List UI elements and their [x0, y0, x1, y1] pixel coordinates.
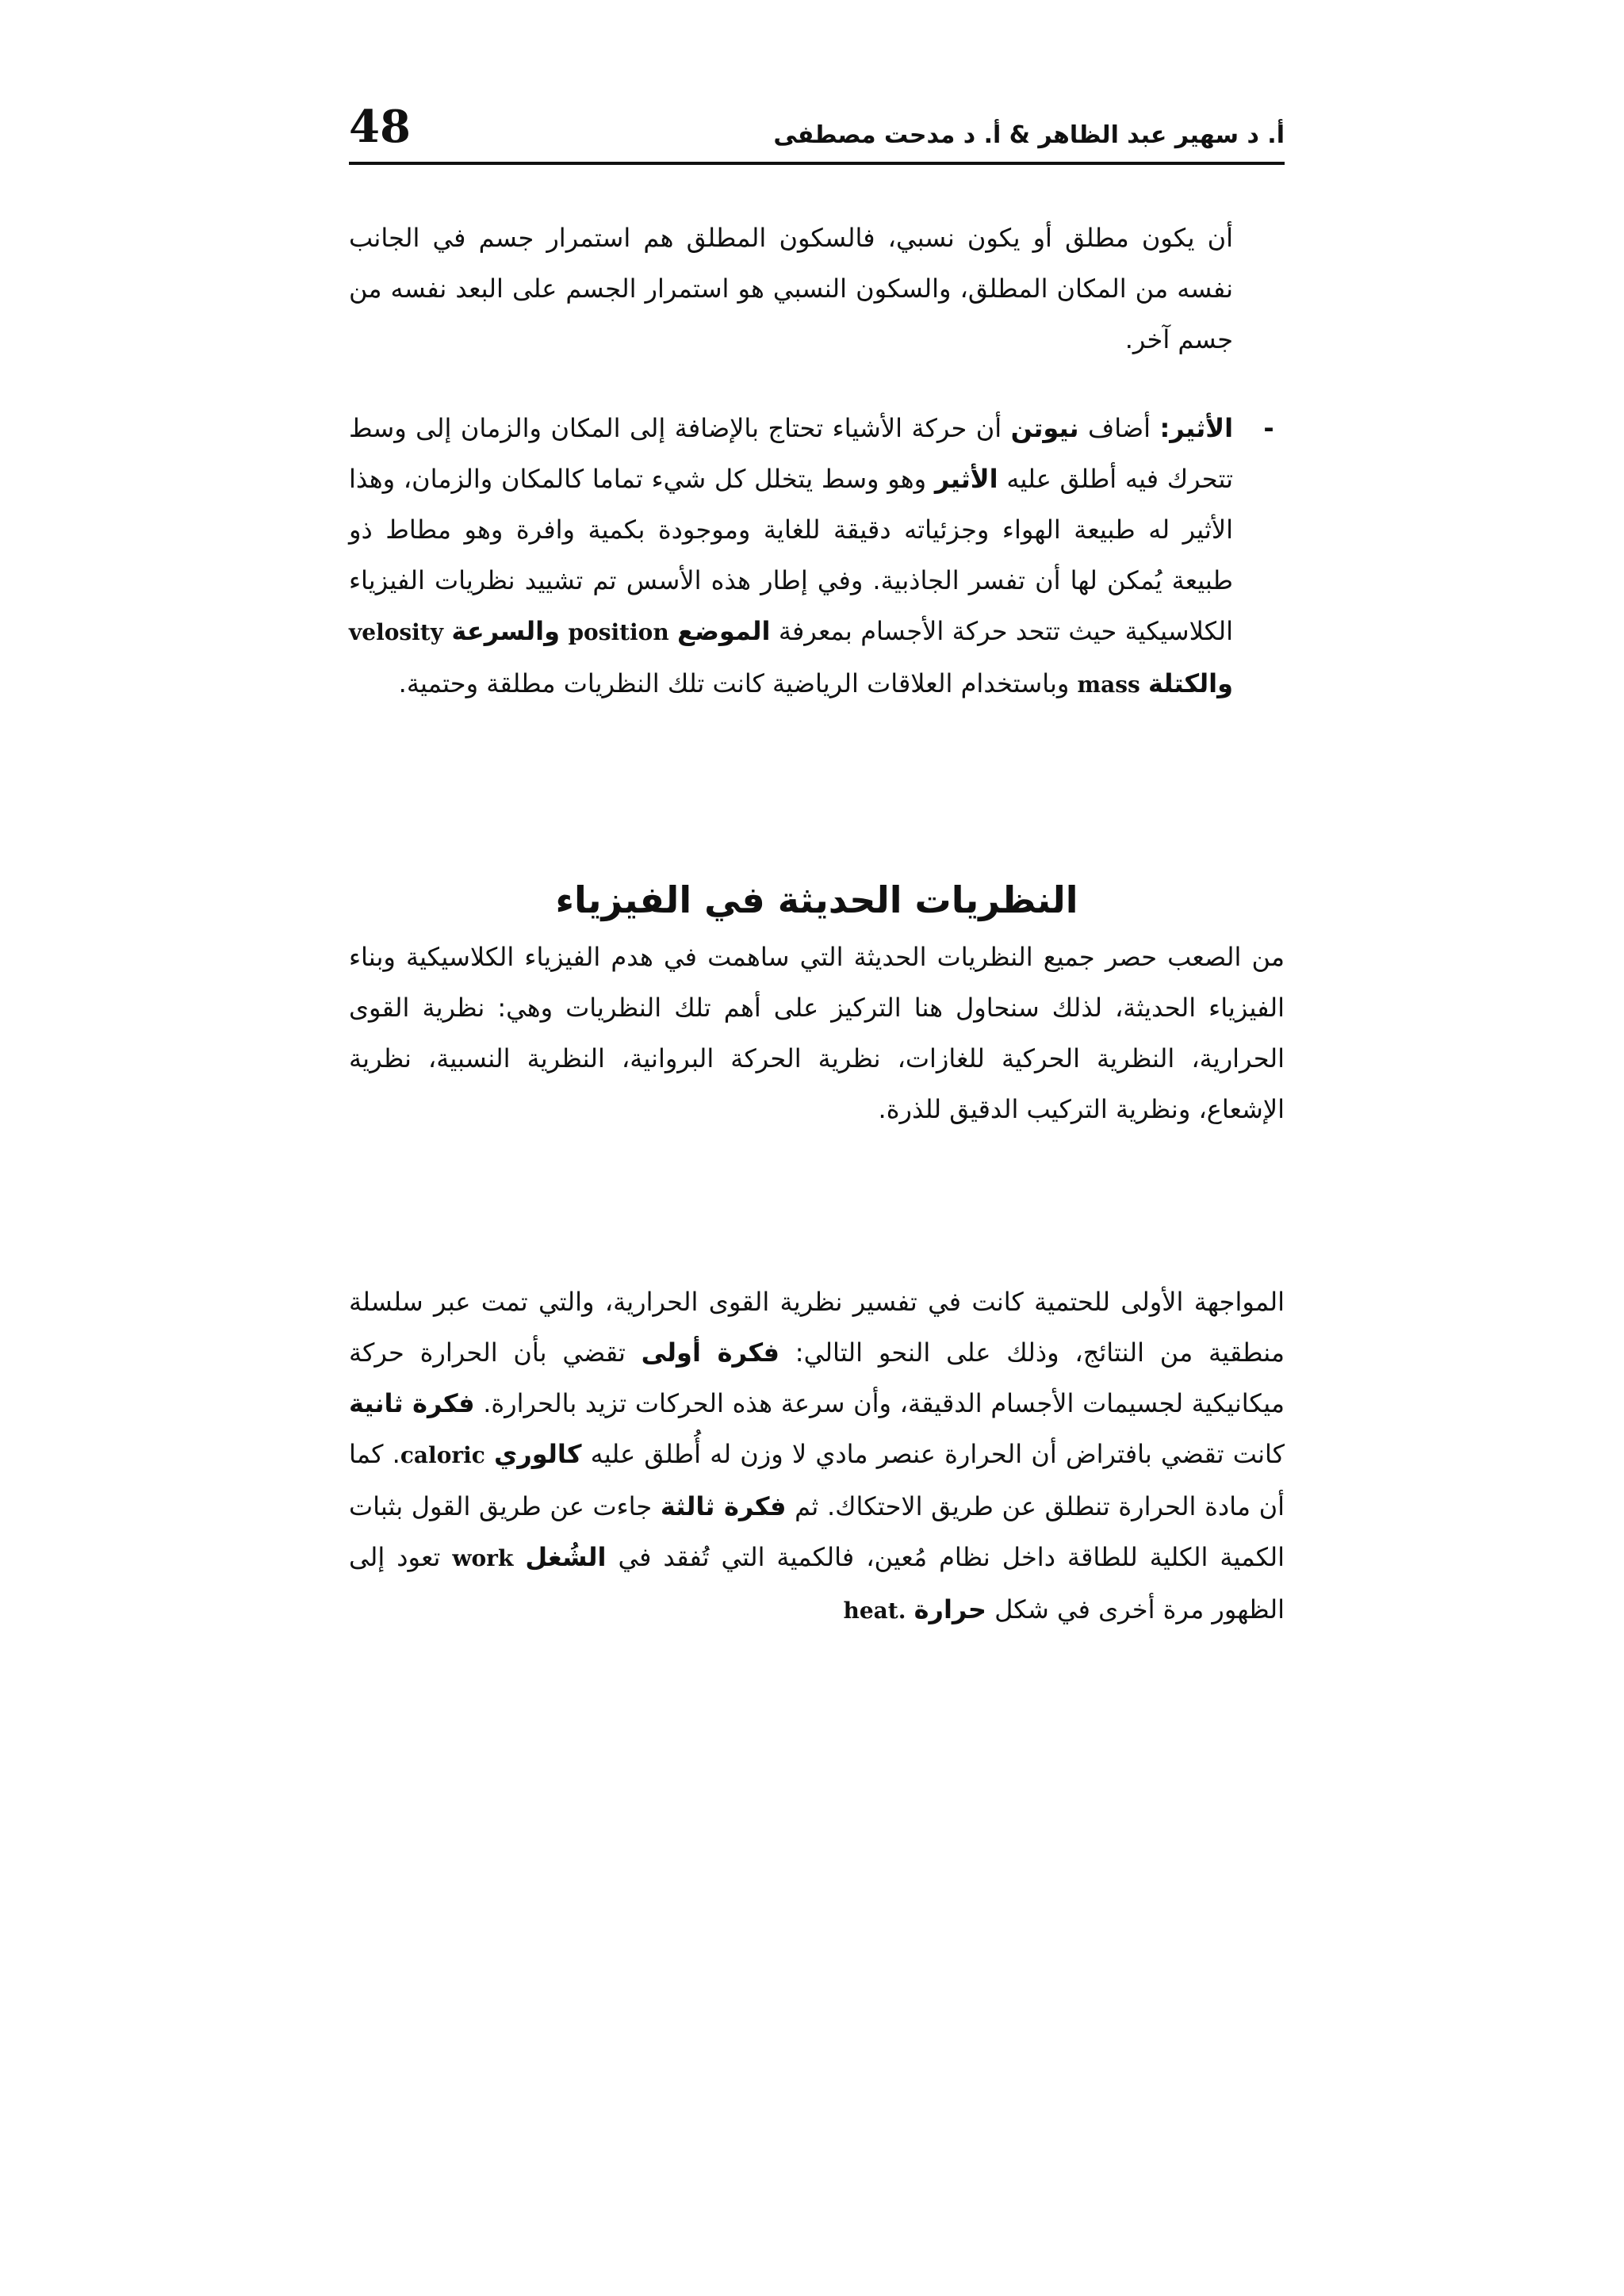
text-segment: تعود إلى الظهور مرة أخرى في شكل [349, 1542, 1285, 1624]
name-newton: نيوتن [1010, 413, 1079, 443]
term-work-ar: الشُغل [525, 1542, 607, 1572]
term-position-ar: الموضع [677, 616, 771, 646]
term-position-en: position [568, 619, 669, 645]
term-caloric-ar: كالوري [494, 1439, 582, 1469]
term-heat-ar: حرارة [914, 1594, 986, 1624]
term-ether: الأثير: [1159, 413, 1234, 443]
term-velocity-ar: والسرعة [451, 616, 561, 646]
text-segment: . كما أن مادة الحرارة تنطلق عن طريق الاحتكاك. ثم [349, 1439, 1285, 1521]
term-work-en: work [452, 1545, 514, 1571]
paragraph-rest-absolute: أن يكون مطلق أو يكون نسبي، فالسكون المطلق هم استمرار جسم في الجانب نفسه من المكان المطلق، والسكون النسبي هو استمرار الجسم على البعد نفسه من جسم آخر. [349, 223, 1233, 354]
running-head-authors: أ. د سهير عبد الظاهر & أ. د مدحت مصطفى [773, 121, 1285, 149]
text-segment: أضاف [1088, 413, 1151, 443]
text-segment: أن حركة الأشياء تحتاج بالإضافة إلى المكان والزمان إلى وسط تتحرك فيه أطلق عليه [349, 413, 1234, 494]
term-idea-1: فكرة أولى [641, 1337, 780, 1368]
term-mass-ar: والكتلة [1147, 668, 1233, 698]
term-idea-2: فكرة ثانية [349, 1388, 475, 1418]
text-segment: كانت تقضي بافتراض أن الحرارة عنصر مادي لا وزن له أُطلق عليه [590, 1439, 1285, 1469]
page-number: 48 [349, 101, 411, 153]
paragraph-modern-theories: من الصعب حصر جميع النظريات الحديثة التي ساهمت في هدم الفيزياء الكلاسيكية وبناء الفيزياء الحديثة، لذلك سنحاول هنا التركيز على أهم تلك النظريات وهي: نظرية القوى الحرارية، النظرية الحركية للغازات، نظرية الحركة البروانية، النظرية النسبية، نظرية الإشعاع، ونظرية التركيب الدقيق للذرة. [349, 942, 1285, 1124]
term-velocity-en: velosity [349, 619, 443, 645]
text-segment: وباستخدام العلاقات الرياضية كانت تلك النظريات مطلقة وحتمية. [398, 668, 1070, 698]
paragraph-ether [349, 403, 1233, 710]
term-ether-2: الأثير [934, 464, 998, 494]
term-heat-en: heat. [843, 1598, 906, 1624]
term-caloric-en: caloric [400, 1442, 485, 1468]
paragraph-thermodynamics [349, 1276, 1285, 1636]
header-rule [349, 162, 1285, 165]
page-header [349, 95, 1285, 206]
term-mass-en: mass [1077, 672, 1140, 698]
text-segment: المواجهة الأولى للحتمية كانت في تفسير نظرية القوى الحرارية، والتي تمت عبر سلسلة منطقية من النتائج، وذلك على النحو التالي: [349, 1287, 1285, 1368]
text-segment: جاءت عن طريق القول بثبات الكمية الكلية للطاقة داخل نظام مُعين، فالكمية التي تُفقد في [349, 1491, 1285, 1572]
text-segment: وهو وسط يتخلل كل شيء تماما كالمكان والزمان، وهذا الأثير له طبيعة الهواء وجزئياته دقيقة للغاية وموجودة بكمية وافرة وهو مطاط ذو طبيعة يُمكن لها أن تفسر الجاذبية. وفي إطار هذه الأسس تم تشييد نظريات الفيزياء الكلاسيكية حيث تتحد حركة الأجسام بمعرفة [349, 464, 1233, 646]
term-idea-3: فكرة ثالثة [660, 1491, 787, 1521]
text-segment: تقضي بأن الحرارة حركة ميكانيكية لجسيمات الأجسام الدقيقة، وأن سرعة هذه الحركات تزيد بالحرارة. [349, 1337, 1285, 1418]
section-title: النظريات الحديثة في الفيزياء [555, 878, 1078, 921]
bullet-dash: - [1263, 413, 1274, 443]
